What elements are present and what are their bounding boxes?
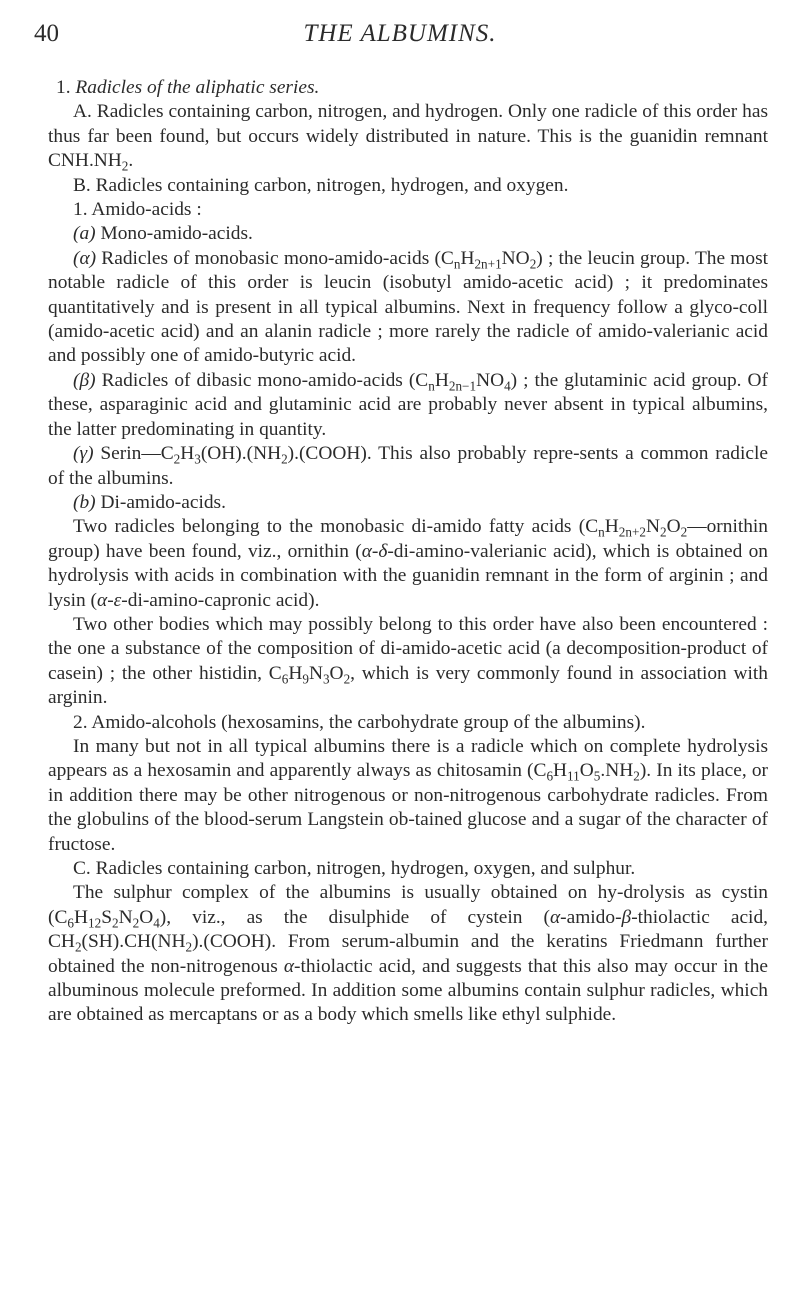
section-heading: 1. Radicles of the aliphatic series. (56, 77, 320, 98)
paragraph-gamma: (γ) $Serin—C_2H_3(OH).(NH_2).(COOH)$. This also probably repre-sents a common radicle of the albumins. (48, 443, 768, 489)
page-body (48, 76, 768, 1028)
paragraph-a: A. Radicles containing carbon, nitrogen, and hydrogen. Only one radicle of this order has thus far been found, but occurs widely distributed in nature. This is the guanidin remnant $CNH.NH_2$. (48, 101, 768, 174)
paragraph-beta: (β) Radicles of dibasic mono-amido-acids $(C_nH_{2n-1}NO_4)$ ; the glutaminic acid group. Of these, asparaginic acid and glutaminic acid are probably never absent in typical albumins, the latter predominating in quantity. (48, 369, 768, 440)
paragraph-ornithin: Two radicles belonging to the monobasic di-amido fatty acids ($C_nH_{2n+2}N_2O_2—ornithin$ group) have been found, viz., ornithin (α-δ-di-amino-valerianic acid), which is obtained on hydrolysis with acids in combination with the guanidin remnant in the form of arginin ; and lysin (α-ε-di-amino-capronic acid). (48, 516, 768, 611)
section-title: Radicles of the aliphatic series. (75, 77, 320, 98)
paragraph-alpha: (α) Radicles of monobasic mono-amido-acids $(C_nH_{2n+1}NO_2)$ ; the leucin group. The most notable radicle of this order is leucin (isobutyl amido-acetic acid) ; it predominates quantitatively and is present in all typical albumins. Next in frequency follow a glyco-coll (amido-acetic acid) and an alanin radicle ; more rarely the radicle of amido-valerianic acid and possibly one of amido-butyric acid. (48, 247, 769, 367)
paragraph-c: C. Radicles containing carbon, nitrogen, hydrogen, oxygen, and sulphur. (73, 858, 636, 879)
paragraph-sulphur: The sulphur complex of the albumins is usually obtained on hy-drolysis as cystin $(C_6H_{12}S_2N_2O_4)$, viz., as the disulphide of cystein (α-amido-β-thiolactic acid, $CH_2(SH).CH(NH_2).(COOH)$. From serum-albumin and the keratins Friedmann further obtained the non-nitrogenous α-thiolactic acid, and suggests that this also may occur in the albuminous molecule preformed. In addition some albumins contain sulphur radicles, which are obtained as mercaptans or as a body which smells like ethyl sulphide. (48, 882, 768, 1026)
paragraph-b: B. Radicles containing carbon, nitrogen, hydrogen, and oxygen. (73, 174, 569, 196)
paragraph-amido-acids: 1. Amido-acids : (73, 199, 202, 221)
paragraph-amido-alcohols: 2. Amido-alcohols (hexosamins, the carbohydrate group of the albumins). (73, 711, 646, 733)
paragraph-hexosamin: In many but not in all typical albumins there is a radicle which on complete hydrolysis appears as a hexosamin and apparently always as chitosamin $(C_6H_{11}O_5.NH_2)$. In its place, or in addition there may be other nitrogenous or non-nitrogenous carbohydrate radicles. From the globulins of the blood-serum Langstein ob-tained glucose and a sugar of the character of fructose. (48, 735, 768, 855)
paragraph-histidin: Two other bodies which may possibly belong to this order have also been encountered : the one a substance of the composition of di-amido-acetic acid (a decomposition-product of casein) ; the other histidin, $C_6H_9N_3O_2$, which is very commonly found in association with arginin. (48, 613, 768, 709)
page-header (34, 20, 766, 50)
running-title: THE ALBUMINS. (303, 20, 497, 47)
paragraph-di-amido: (b) Di-amido-acids. (73, 491, 226, 513)
page-number: 40 (34, 20, 59, 47)
paragraph-mono-amido: (a) Mono-amido-acids. (73, 223, 253, 245)
